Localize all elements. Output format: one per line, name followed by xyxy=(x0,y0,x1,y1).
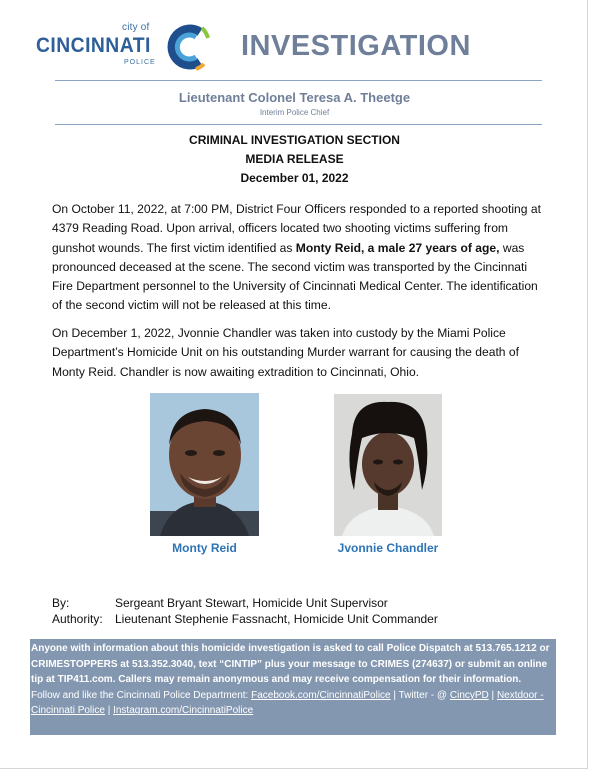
document-type-heading: INVESTIGATION xyxy=(241,30,471,62)
chief-title: Interim Police Chief xyxy=(259,108,330,117)
nextdoor-link[interactable]: Nextdoor - Cincinnati Police xyxy=(31,689,544,717)
tip-instructions: Anyone with information about this homicide investigation is asked to call Police Dispatch at 513.765.1212 or CRIMESTOPPERS at 513.352.3040, text “CINTIP” plus your message to CRIMES (274637) or submit an online tip at TIP411.com. Callers may remain anonymous and may receive compensation for their information. xyxy=(31,643,550,686)
victim-identification: Monty Reid, a male 27 years of age, xyxy=(295,240,500,255)
incident-paragraph xyxy=(52,200,547,316)
authority-label: Authority: xyxy=(52,612,103,626)
facebook-link[interactable]: Facebook.com/CincinnatiPolice xyxy=(251,689,391,701)
logo-c-emblem-icon xyxy=(160,20,214,74)
cincinnati-police-logo xyxy=(36,20,216,72)
logo-cincinnati: CINCINNATI xyxy=(36,34,151,57)
incident-text-end: was pronounced deceased at the scene. The second victim was transported by the Cincinnati Fire Department personnel to the University of Cincinnati Medical Center. The identification of the second victim will not be released at this time. xyxy=(52,240,538,313)
section-heading: CRIMINAL INVESTIGATION SECTION xyxy=(189,133,400,147)
separator-2: | xyxy=(488,689,497,701)
logo-city-of: city of xyxy=(122,22,150,33)
by-value: Sergeant Bryant Stewart, Homicide Unit Supervisor xyxy=(115,596,388,610)
instagram-link[interactable]: Instagram.com/CincinnatiPolice xyxy=(113,705,254,717)
authority-line xyxy=(52,612,438,626)
logo-police: POLICE xyxy=(124,59,156,66)
monty-reid-photo xyxy=(150,393,259,536)
release-date: December 01, 2022 xyxy=(240,171,349,185)
chief-name: Lieutenant Colonel Teresa A. Theetge xyxy=(178,90,411,105)
separator-3: | xyxy=(104,705,114,717)
header-divider-top xyxy=(55,80,542,81)
incident-text-start: On October 11, 2022, at 7:00 PM, District Four Officers responded to a reported shooting at 4379 Reading Road. Upon arrival, officers located two shooting victims suffering from gunshot wounds. The first victim identified as xyxy=(52,202,541,255)
media-release-heading: MEDIA RELEASE xyxy=(245,152,344,166)
social-links-line xyxy=(31,688,556,719)
authority-value: Lieutenant Stephenie Fassnacht, Homicide Unit Commander xyxy=(115,612,438,626)
separator-1: | Twitter - @ xyxy=(390,689,450,701)
header-divider-bottom xyxy=(55,124,542,125)
photo-caption-jvonnie-chandler: Jvonnie Chandler xyxy=(337,541,439,555)
arrest-paragraph: On December 1, 2022, Jvonnie Chandler was taken into custody by the Miami Police Department’s Homicide Unit on his outstanding Murder warrant for causing the death of Monty Reid. Chandler is now awaiting extradition to Cincinnati, Ohio. xyxy=(52,326,519,379)
follow-text: Follow and like the Cincinnati Police Department: xyxy=(31,689,252,701)
by-line xyxy=(52,596,388,610)
by-label: By: xyxy=(52,596,70,610)
jvonnie-chandler-photo xyxy=(334,394,442,536)
photo-caption-monty-reid: Monty Reid xyxy=(172,541,237,555)
twitter-link[interactable]: CincyPD xyxy=(449,689,489,701)
tip-info-box xyxy=(30,639,556,735)
